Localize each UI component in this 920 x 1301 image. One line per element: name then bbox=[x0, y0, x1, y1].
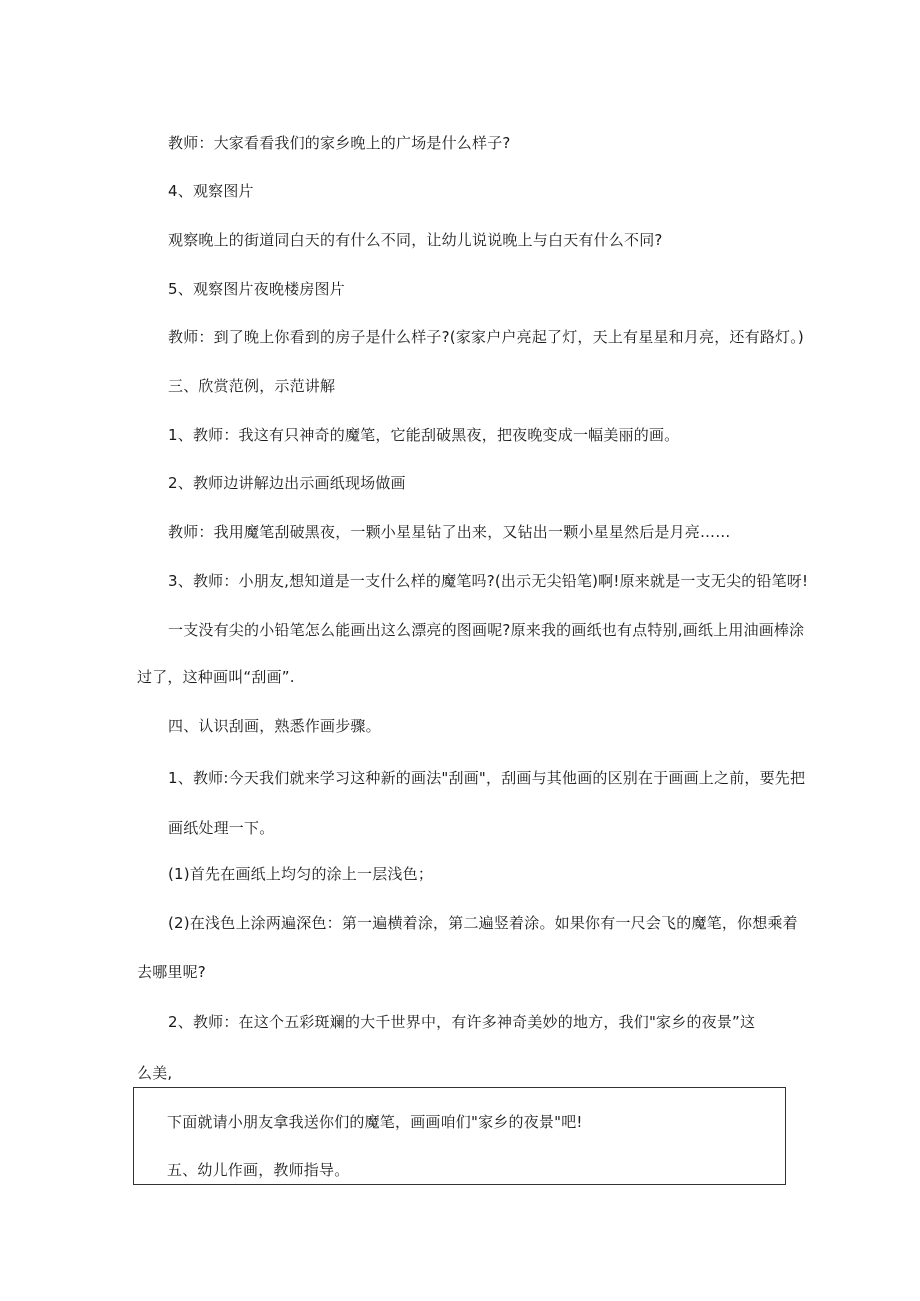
paragraph: 一支没有尖的小铅笔怎么能画出这么漂亮的图画呢?原来我的画纸也有点特别,画纸上用油画棒涂 bbox=[168, 621, 805, 639]
paragraph: 观察晚上的街道同白天的有什么不同，让幼儿说说晚上与白天有什么不同? bbox=[168, 231, 663, 249]
list-item: (1)首先在画纸上均匀的涂上一层浅色； bbox=[168, 865, 434, 883]
paragraph: 3、教师：小朋友,想知道是一支什么样的魔笔吗?(出示无尖铅笔)啊!原来就是一支无尖的铅笔呀! bbox=[168, 572, 809, 590]
paragraph: 教师：我用魔笔刮破黑夜，一颗小星星钻了出来，又钻出一颗小星星然后是月亮…… bbox=[168, 523, 731, 541]
paragraph-continuation: 么美, bbox=[137, 1064, 173, 1082]
bordered-text-box bbox=[133, 1087, 786, 1185]
section-heading: 五、幼儿作画，教师指导。 bbox=[167, 1161, 350, 1179]
list-item: (2)在浅色上涂两遍深色：第一遍横着涂，第二遍竖着涂。如果你有一尺会飞的魔笔，你想乘着 bbox=[168, 914, 798, 932]
paragraph: 下面就请小朋友拿我送你们的魔笔，画画咱们"家乡的夜景"吧! bbox=[167, 1113, 583, 1131]
paragraph: 教师：大家看看我们的家乡晚上的广场是什么样子? bbox=[168, 134, 511, 152]
paragraph-continuation: 去哪里呢? bbox=[137, 963, 206, 981]
paragraph: 教师：到了晚上你看到的房子是什么样子?(家家户户亮起了灯，天上有星星和月亮，还有路灯。) bbox=[168, 328, 804, 346]
paragraph: 1、教师:今天我们就来学习这种新的画法"刮画"，刮画与其他画的区别在于画画上之前，要先把 bbox=[168, 769, 806, 787]
paragraph-continuation: 画纸处理一下。 bbox=[168, 819, 275, 837]
section-heading: 5、观察图片夜晚楼房图片 bbox=[168, 280, 345, 298]
paragraph-continuation: 过了，这种画叫“刮画”. bbox=[137, 668, 295, 686]
paragraph: 1、教师：我这有只神奇的魔笔，它能刮破黑夜，把夜晚变成一幅美丽的画。 bbox=[168, 426, 680, 444]
paragraph: 2、教师：在这个五彩斑斓的大千世界中，有许多神奇美妙的地方，我们"家乡的夜景”这 bbox=[168, 1013, 756, 1031]
section-heading: 三、欣赏范例，示范讲解 bbox=[168, 377, 336, 395]
section-heading: 4、观察图片 bbox=[168, 182, 254, 200]
section-heading: 2、教师边讲解边出示画纸现场做画 bbox=[168, 474, 406, 492]
section-heading: 四、认识刮画，熟悉作画步骤。 bbox=[168, 717, 381, 735]
